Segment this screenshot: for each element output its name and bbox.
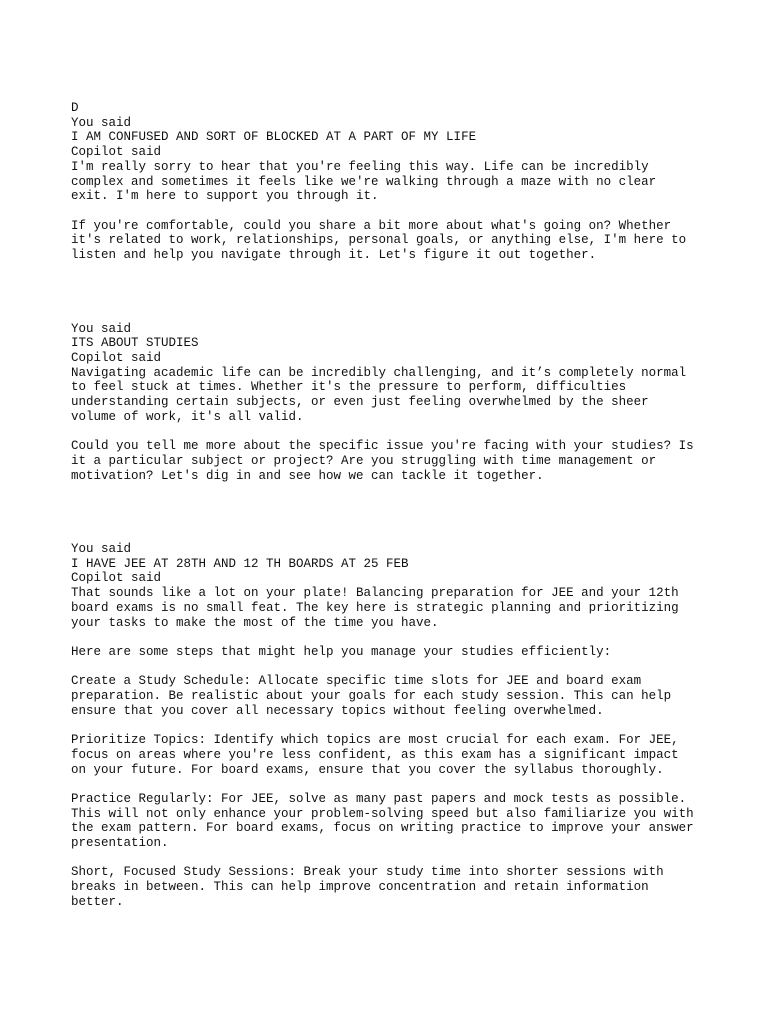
user-label: You said [71, 115, 132, 130]
text-line: Short, Focused Study Sessions: Break your study time into shorter sessions with [71, 865, 664, 880]
text-line: Could you tell me more about the specific issue you're facing with your studies? Is [71, 439, 694, 454]
text-line: motivation? Let's dig in and see how we can tackle it together. [71, 468, 544, 483]
assistant-label: Copilot said [71, 145, 162, 160]
assistant-paragraph [71, 674, 711, 718]
text-line: volume of work, it's all valid. [71, 409, 304, 424]
text-line: the exam pattern. For board exams, focus on writing practice to improve your answer [71, 821, 694, 836]
assistant-paragraph [71, 865, 711, 909]
text-line: to feel stuck at times. Whether it's the pressure to perform, difficulties [71, 380, 627, 395]
text-line: If you're comfortable, could you share a bit more about what's going on? Whether [71, 218, 672, 233]
text-line: complex and sometimes it feels like we're walking through a maze with no clear [71, 174, 657, 189]
assistant-paragraph [71, 439, 711, 483]
text-line: breaks in between. This can help improve concentration and retain information [71, 880, 649, 895]
exchange-2 [71, 322, 711, 484]
assistant-paragraph [71, 160, 711, 204]
text-line: listen and help you navigate through it. Let's figure it out together. [71, 248, 597, 263]
header-initial: D [71, 101, 79, 115]
user-message: ITS ABOUT STUDIES [71, 336, 199, 351]
text-line: exit. I'm here to support you through it. [71, 189, 379, 204]
user-message: I HAVE JEE AT 28TH AND 12 TH BOARDS AT 25 FEB [71, 556, 409, 571]
user-label: You said [71, 321, 132, 336]
text-line: focus on areas where you're less confident, as this exam has a significant impact [71, 747, 679, 762]
text-line: board exams is no small feat. The key here is strategic planning and prioritizing [71, 600, 679, 615]
text-line: understanding certain subjects, or even just feeling overwhelmed by the sheer [71, 395, 649, 410]
text-line: Navigating academic life can be incredibly challenging, and it’s completely normal [71, 365, 687, 380]
assistant-label: Copilot said [71, 571, 162, 586]
text-line: your tasks to make the most of the time you have. [71, 615, 439, 630]
document-page [71, 101, 711, 910]
text-line: preparation. Be realistic about your goals for each study session. This can help [71, 689, 672, 704]
user-label: You said [71, 542, 132, 557]
assistant-paragraph [71, 733, 711, 777]
assistant-paragraph [71, 645, 711, 660]
text-line: better. [71, 894, 124, 909]
exchange-1 [71, 116, 711, 263]
text-line: ensure that you cover all necessary topics without feeling overwhelmed. [71, 703, 604, 718]
text-line: That sounds like a lot on your plate! Balancing preparation for JEE and your 12th [71, 586, 679, 601]
text-line: Create a Study Schedule: Allocate specific time slots for JEE and board exam [71, 674, 642, 689]
text-line: on your future. For board exams, ensure that you cover the syllabus thoroughly. [71, 762, 664, 777]
exchange-3 [71, 542, 711, 910]
user-message: I AM CONFUSED AND SORT OF BLOCKED AT A PART OF MY LIFE [71, 130, 477, 145]
text-line: I'm really sorry to hear that you're feeling this way. Life can be incredibly [71, 159, 649, 174]
text-line: Prioritize Topics: Identify which topics are most crucial for each exam. For JEE, [71, 733, 679, 748]
text-line: presentation. [71, 836, 169, 851]
assistant-paragraph [71, 219, 711, 263]
assistant-paragraph [71, 792, 711, 851]
text-line: Here are some steps that might help you manage your studies efficiently: [71, 644, 612, 659]
assistant-paragraph [71, 586, 711, 630]
assistant-paragraph [71, 366, 711, 425]
text-line: This will not only enhance your problem-solving speed but also familiarize you with [71, 806, 694, 821]
text-line: it's related to work, relationships, personal goals, or anything else, I'm here to [71, 233, 687, 248]
assistant-label: Copilot said [71, 350, 162, 365]
text-line: Practice Regularly: For JEE, solve as many past papers and mock tests as possible. [71, 791, 687, 806]
text-line: it a particular subject or project? Are you struggling with time management or [71, 453, 657, 468]
